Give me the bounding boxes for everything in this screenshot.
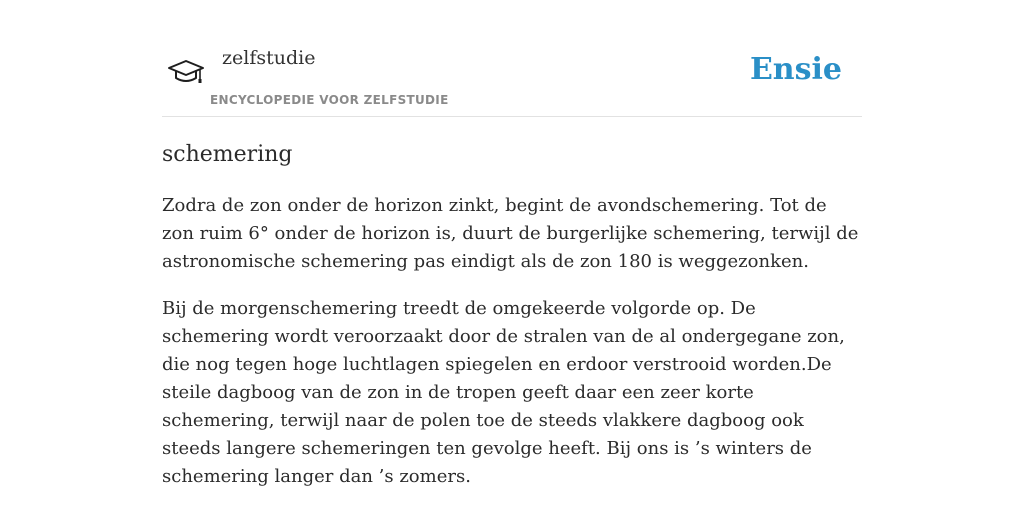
article-paragraph: Bij de morgenschemering treedt de omgekeerde volgorde op. De schemering wordt veroorzaakt door de stralen van de al ondergegane zon, die nog tegen hoge luchtlagen spiegelen en erdoor verstrooid worden.De steile dagboog van de zon in de tropen geeft daar een zeer korte schemering, terwijl naar de polen toe de steeds vlakkere dagboog ook steeds langere schemeringen ten gevolge heeft. Bij ons is ’s winters de schemering langer dan ’s zomers.	[162, 298, 845, 487]
article-title: schemering	[162, 142, 293, 167]
site-name[interactable]: zelfstudie	[222, 47, 316, 69]
site-tagline: ENCYCLOPEDIE VOOR ZELFSTUDIE	[210, 93, 449, 107]
brand-logo[interactable]: Ensie	[749, 52, 842, 87]
graduation-cap-icon[interactable]	[162, 50, 210, 94]
article-body	[162, 192, 862, 510]
article-paragraph: Zodra de zon onder de horizon zinkt, begint de avondschemering. Tot de zon ruim 6° onder de horizon is, duurt de burgerlijke schemering, terwijl de astronomische schemering pas eindigt als de zon 180 is weggezonken.	[162, 195, 859, 272]
site-header	[162, 40, 862, 117]
